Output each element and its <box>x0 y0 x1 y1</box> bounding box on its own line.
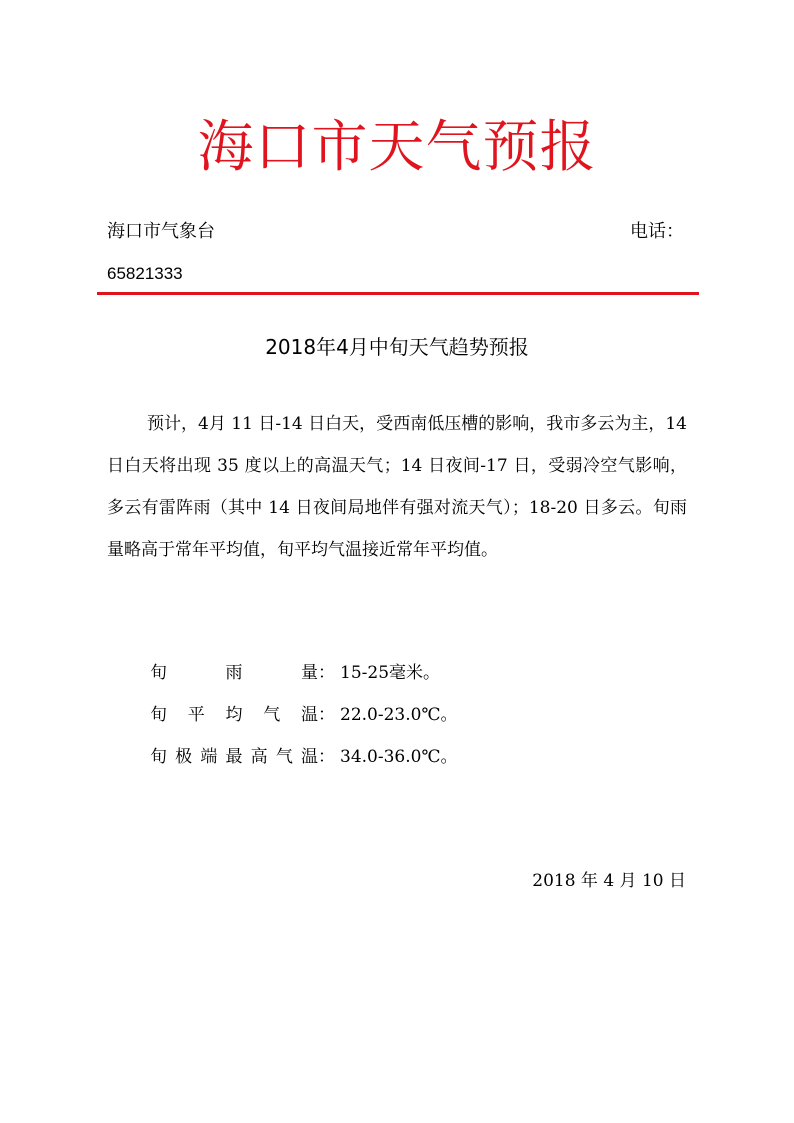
forecast-stats <box>150 658 457 784</box>
document-title: 2018年4月中旬天气趋势预报 <box>265 335 529 359</box>
phone-number: 65821333 <box>107 264 183 283</box>
masthead-title: 海口市天气预报 <box>197 115 597 180</box>
stat-separator: ： <box>318 663 335 683</box>
forecast-paragraph: 预计，4月 11 日-14 日白天，受西南低压槽的影响，我市多云为主，14 日白天将出现 35 度以上的高温天气；14 日夜间-17 日，受弱冷空气影响，多云有雷阵雨（其中 14 日夜间局地伴有强对流天气）；18-20 日多云。旬雨量略高于常年平均值，旬平均气温接近常年平均值。 <box>107 414 687 560</box>
stat-value: 34.0-36.0℃。 <box>340 747 458 767</box>
stat-separator: ： <box>318 705 335 725</box>
stat-separator: ： <box>318 747 335 767</box>
stat-row-max-temp <box>150 742 457 784</box>
office-name: 海口市气象台 <box>107 221 215 242</box>
issue-date: 2018 年 4 月 10 日 <box>532 871 686 891</box>
phone-label: 电话： <box>630 221 684 242</box>
stat-row-avg-temp <box>150 700 457 742</box>
stat-value: 15-25毫米。 <box>340 663 441 683</box>
stat-row-rainfall <box>150 658 457 700</box>
stat-label: 旬极端最高气温 <box>150 747 318 767</box>
stat-value: 22.0-23.0℃。 <box>340 705 458 725</box>
stat-label: 旬雨量 <box>150 663 318 683</box>
red-divider <box>97 292 699 295</box>
stat-label: 旬平均气温 <box>150 705 318 725</box>
